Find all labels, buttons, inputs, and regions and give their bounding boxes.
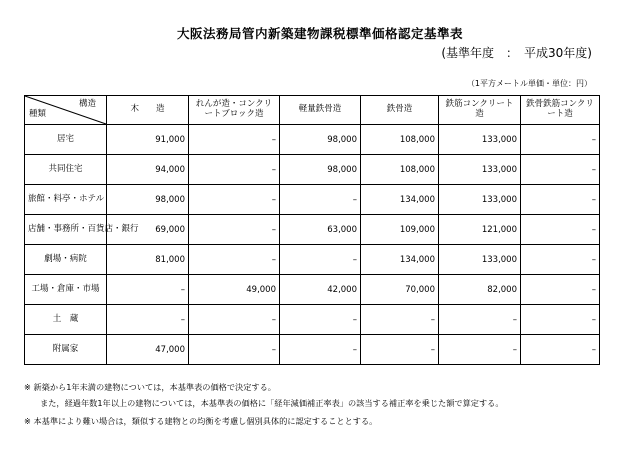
price-cell: – <box>280 185 361 215</box>
note-2: また，経過年数1年以上の建物については，本基準表の価格に「経年減価補正率表」の該当する補正率を乗じた額で算定する。 <box>40 398 504 408</box>
price-cell: 42,000 <box>280 275 361 305</box>
note-1: ※ 新築から1年未満の建物については，本基準表の価格で決定する。 <box>24 382 276 392</box>
price-cell: 133,000 <box>439 245 521 275</box>
row-type-label: 共同住宅 <box>25 155 107 185</box>
price-cell: – <box>189 125 280 155</box>
price-cell: 133,000 <box>439 185 521 215</box>
table-row <box>25 185 600 215</box>
price-cell: – <box>280 335 361 365</box>
column-header: 軽量鉄骨造 <box>280 96 361 125</box>
price-cell: – <box>280 245 361 275</box>
price-cell: – <box>521 305 600 335</box>
column-header: 木 造 <box>107 96 189 125</box>
price-cell: – <box>189 245 280 275</box>
column-header: 鉄骨鉄筋コンクリート造 <box>521 96 600 125</box>
price-cell: – <box>189 155 280 185</box>
fiscal-year-subtitle: (基準年度 ： 平成30年度) <box>441 46 592 60</box>
valuation-table <box>24 95 600 365</box>
price-cell: 91,000 <box>107 125 189 155</box>
table-row <box>25 305 600 335</box>
price-cell: – <box>439 335 521 365</box>
table-row <box>25 245 600 275</box>
row-type-label: 店舗・事務所・百貨店・銀行 <box>25 215 107 245</box>
row-type-label: 土 蔵 <box>25 305 107 335</box>
header-corner-cell <box>25 96 107 125</box>
price-cell: – <box>189 335 280 365</box>
corner-structure-label: 構造 <box>78 99 96 109</box>
document-title: 大阪法務局管内新築建物課税標準価格認定基準表 <box>176 26 463 41</box>
price-cell: 82,000 <box>439 275 521 305</box>
row-type-label: 居宅 <box>25 125 107 155</box>
price-cell: 108,000 <box>361 125 439 155</box>
price-cell: – <box>107 275 189 305</box>
price-cell: 81,000 <box>107 245 189 275</box>
table-row <box>25 155 600 185</box>
price-cell: – <box>521 275 600 305</box>
price-cell: 63,000 <box>280 215 361 245</box>
price-cell: 70,000 <box>361 275 439 305</box>
price-cell: 98,000 <box>107 185 189 215</box>
price-cell: 47,000 <box>107 335 189 365</box>
unit-note: （1平方メートル単価・単位：円） <box>466 79 592 88</box>
price-cell: – <box>439 305 521 335</box>
price-cell: – <box>189 185 280 215</box>
table-row <box>25 125 600 155</box>
price-cell: 134,000 <box>361 245 439 275</box>
row-type-label: 旅館・料亭・ホテル <box>25 185 107 215</box>
price-cell: – <box>521 125 600 155</box>
column-header: 鉄筋コンクリート造 <box>439 96 521 125</box>
row-type-label: 附属家 <box>25 335 107 365</box>
row-type-label: 劇場・病院 <box>25 245 107 275</box>
price-cell: – <box>521 335 600 365</box>
row-type-label: 工場・倉庫・市場 <box>25 275 107 305</box>
table-row <box>25 215 600 245</box>
price-cell: – <box>361 305 439 335</box>
column-header: れんが造・コンクリートブロック造 <box>189 96 280 125</box>
price-cell: – <box>521 245 600 275</box>
price-cell: 121,000 <box>439 215 521 245</box>
price-cell: – <box>361 335 439 365</box>
table-row <box>25 335 600 365</box>
price-cell: – <box>280 305 361 335</box>
price-cell: 49,000 <box>189 275 280 305</box>
header-row <box>25 96 600 125</box>
price-cell: 108,000 <box>361 155 439 185</box>
price-cell: 94,000 <box>107 155 189 185</box>
note-3: ※ 本基準により難い場合は，類似する建物との均衡を考慮し個別具体的に認定することとする。 <box>24 416 378 426</box>
price-cell: – <box>189 215 280 245</box>
price-cell: – <box>521 155 600 185</box>
price-cell: – <box>189 305 280 335</box>
table-row <box>25 275 600 305</box>
price-cell: 133,000 <box>439 155 521 185</box>
table-body <box>25 125 600 365</box>
column-header: 鉄骨造 <box>361 96 439 125</box>
price-cell: 134,000 <box>361 185 439 215</box>
price-cell: 109,000 <box>361 215 439 245</box>
price-cell: – <box>521 185 600 215</box>
price-cell: 98,000 <box>280 155 361 185</box>
price-cell: – <box>107 305 189 335</box>
price-cell: – <box>521 215 600 245</box>
price-cell: 98,000 <box>280 125 361 155</box>
corner-type-label: 種類 <box>29 109 47 120</box>
price-cell: 133,000 <box>439 125 521 155</box>
price-cell: 69,000 <box>107 215 189 245</box>
